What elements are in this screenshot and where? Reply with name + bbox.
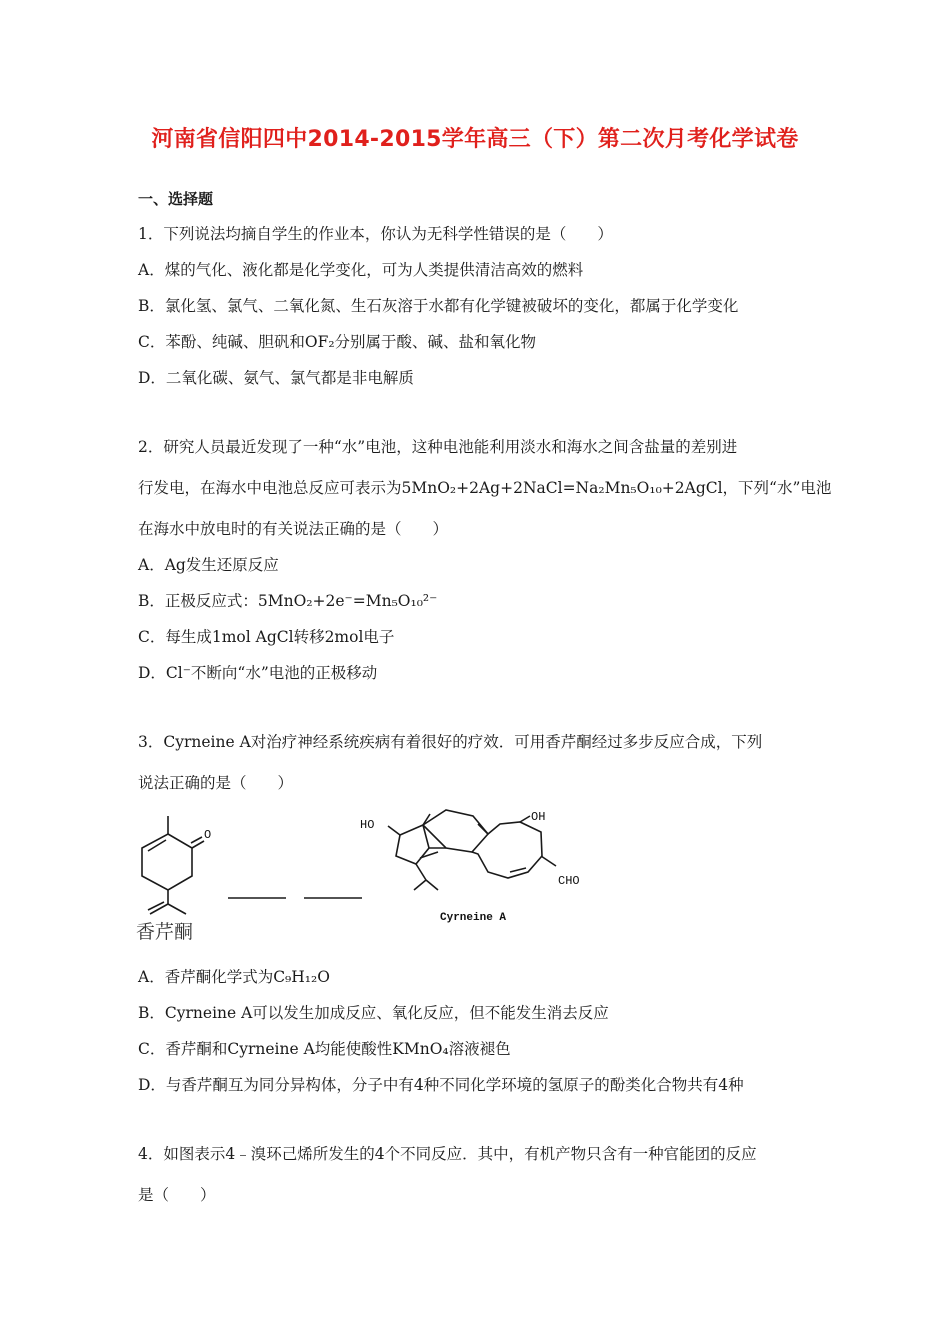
q2-option-a[interactable]: A．Ag发生还原反应 — [138, 556, 279, 574]
q2-option-c[interactable]: C．每生成1mol AgCl转移2mol电子 — [138, 628, 395, 646]
q1-option-a[interactable]: A．煤的气化、液化都是化学变化，可为人类提供清洁高效的燃料 — [138, 261, 584, 279]
q3-option-b[interactable]: B．Cyrneine A可以发生加成反应、氧化反应，但不能发生消去反应 — [138, 1004, 609, 1022]
q4-stem-line-1: 4．如图表示4﹣溴环己烯所发生的4个不同反应．其中，有机产物只含有一种官能团的反应 — [138, 1145, 757, 1163]
q1-stem: 1．下列说法均摘自学生的作业本，你认为无科学性错误的是（ ） — [138, 225, 613, 243]
hydroxyl-right-label: OH — [531, 810, 546, 824]
q3-option-a[interactable]: A．香芹酮化学式为C₉H₁₂O — [138, 968, 330, 986]
q3-stem-line-1: 3．Cyrneine A对治疗神经系统疾病有着很好的疗效．可用香芹酮经过多步反应合成，下列 — [138, 733, 763, 751]
ho-bond — [388, 826, 400, 835]
carvone-name-label: 香芹酮 — [136, 921, 194, 943]
q2-stem-line-3: 在海水中放电时的有关说法正确的是（ ） — [138, 520, 449, 538]
q3-option-c[interactable]: C．香芹酮和Cyrneine A均能使酸性KMnO₄溶液褪色 — [138, 1040, 511, 1058]
cyrneine-five-ring — [396, 825, 429, 864]
isopropyl-bond — [416, 864, 426, 880]
carvone-ring — [142, 834, 192, 890]
cyrneine-caption: Cyrneine A — [440, 912, 507, 924]
q1-option-c[interactable]: C．苯酚、纯碱、胆矾和OF₂分别属于酸、碱、盐和氧化物 — [138, 333, 537, 351]
q1-option-d[interactable]: D．二氧化碳、氨气、氯气都是非电解质 — [138, 369, 414, 387]
q2-stem-line-2: 行发电，在海水中电池总反应可表示为5MnO₂+2Ag+2NaCl=Na₂Mn₅O₁₀+2AgCl，下列“水”电池 — [138, 479, 832, 497]
cyrneine-seven-ring — [472, 822, 542, 878]
page-title: 河南省信阳四中2014-2015学年高三（下）第二次月考化学试卷 — [151, 127, 799, 152]
q4-stem-line-2: 是（ ） — [138, 1186, 216, 1204]
angular-methyl-2 — [478, 824, 488, 834]
q3-stem-line-2: 说法正确的是（ ） — [138, 774, 294, 792]
carvone-ring-double-bond — [148, 840, 166, 851]
q2-option-d[interactable]: D．Cl⁻不断向“水”电池的正极移动 — [138, 664, 378, 682]
q1-option-b[interactable]: B．氯化氢、氯气、二氧化氮、生石灰溶于水都有化学键被破坏的变化，都属于化学变化 — [138, 297, 739, 315]
cho-bond — [541, 856, 556, 866]
carvone-oxygen-label: O — [204, 828, 212, 842]
reaction-scheme-figure — [128, 808, 598, 943]
q2-option-b[interactable]: B．正极反应式：5MnO₂+2e⁻=Mn₅O₁₀²⁻ — [138, 592, 438, 610]
section-heading: 一、选择题 — [138, 190, 214, 208]
hydroxyl-left-label: HO — [360, 818, 375, 832]
q3-option-d[interactable]: D．与香芹酮互为同分异构体，分子中有4种不同化学环境的氢原子的酚类化合物共有4种 — [138, 1076, 744, 1094]
cyrneine-six-ring — [423, 810, 488, 852]
oh-bond — [520, 816, 530, 822]
aldehyde-label: CHO — [558, 874, 580, 888]
q2-stem-line-1: 2．研究人员最近发现了一种“水”电池，这种电池能利用淡水和海水之间含盐量的差别进 — [138, 438, 738, 456]
